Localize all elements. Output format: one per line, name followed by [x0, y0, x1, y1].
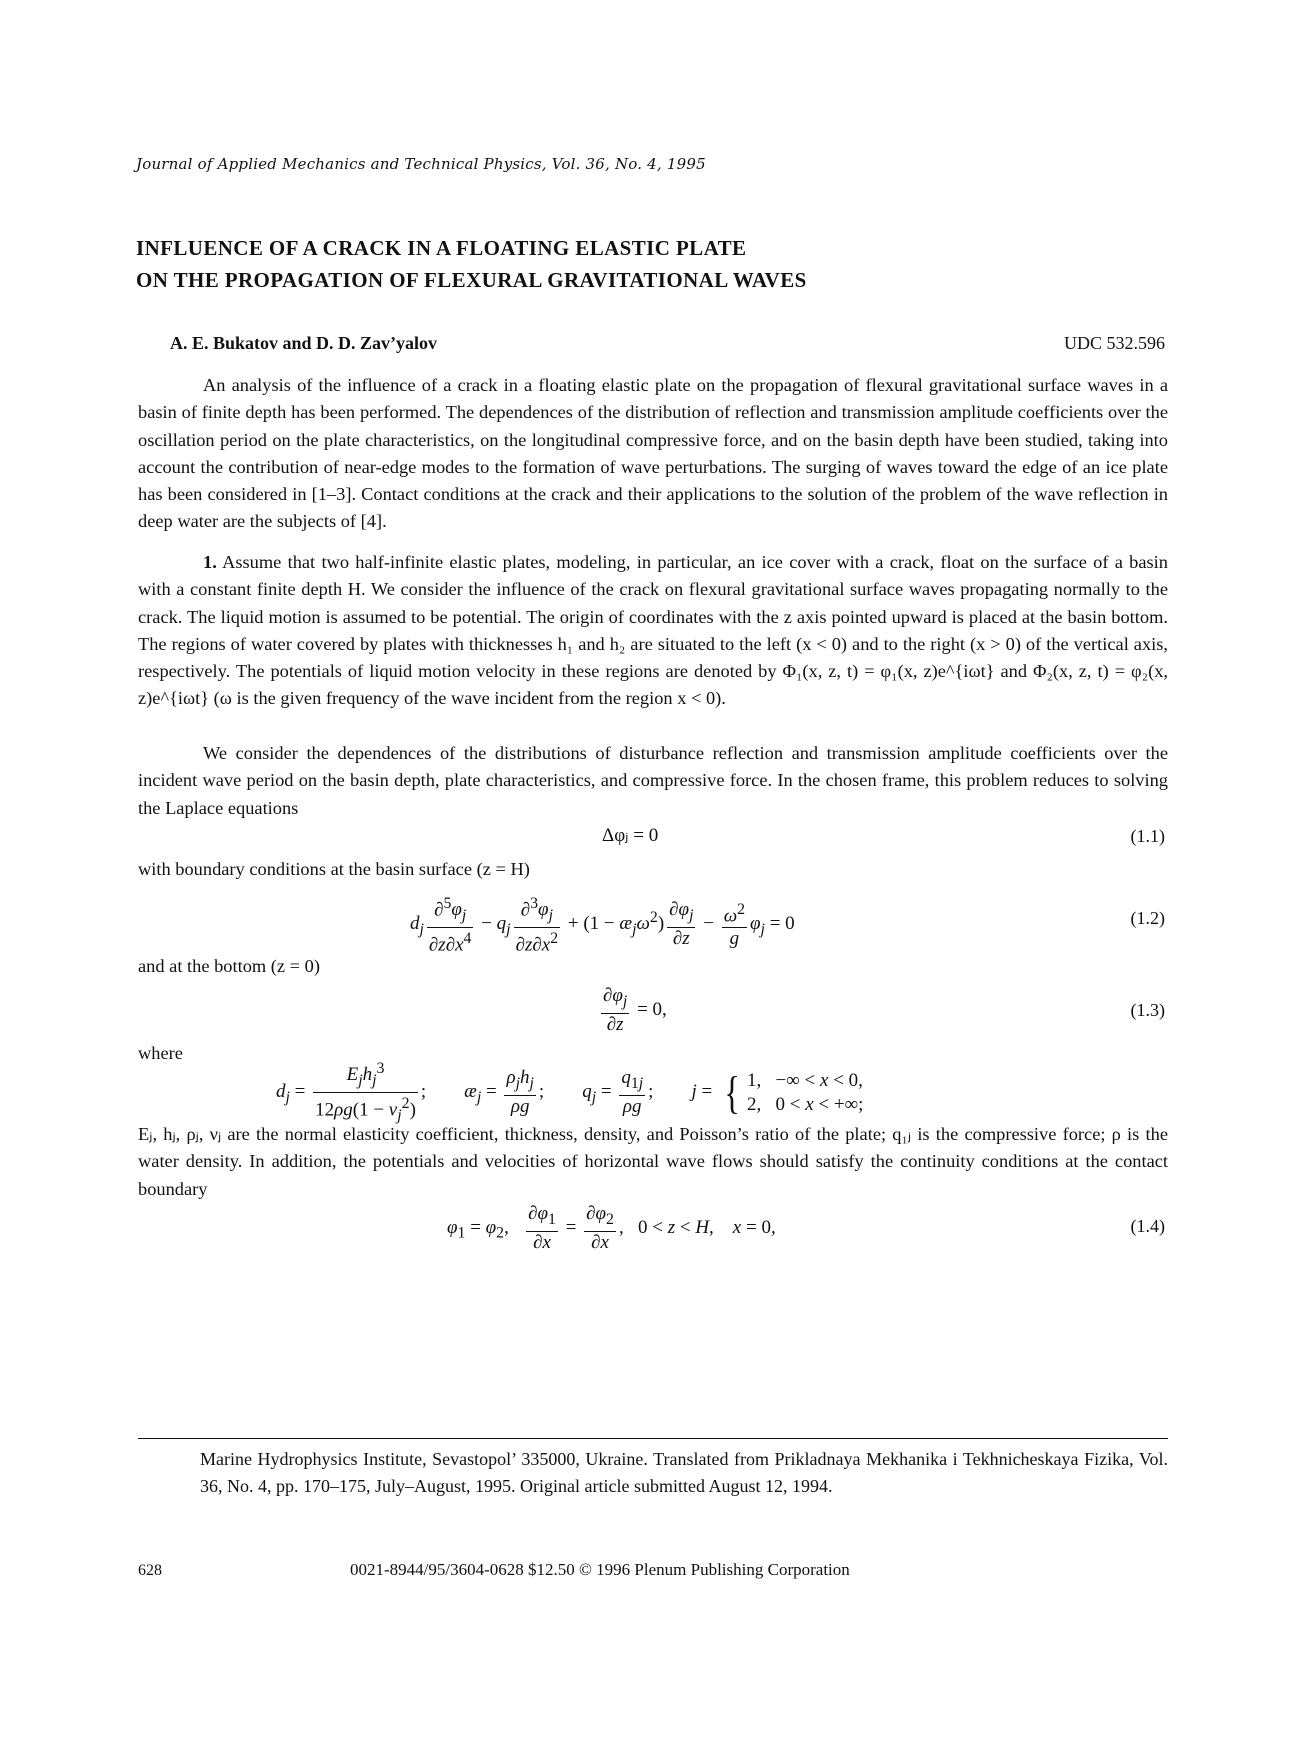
- text-boundary-surface: with boundary conditions at the basin surface (z = H): [138, 859, 530, 879]
- authors: A. E. Bukatov and D. D. Zav’yalov: [170, 333, 438, 353]
- page-number: 628: [138, 1562, 162, 1579]
- equation-number-1-3: (1.3): [1130, 1000, 1165, 1020]
- abstract-paragraph: An analysis of the influence of a crack in a floating elastic plate on the propagation of flexural gravitational surface waves in a basin of finite depth has been performed. The dependences of the distribution of reflection and transmission amplitude coefficients over the oscillation period on the plate characteristics, on the longitudinal compressive force, and on the basin depth have been studied, taking into account the contribution of near-edge modes to the formation of wave perturbations. The surging of waves toward the edge of an ice plate has been considered in [1–3]. Contact conditions at the crack and their applications to the solution of the problem of the wave reflection in deep water are the subjects of [4].: [138, 375, 1168, 532]
- equation-1-2: $d_j$ $\frac{\partial^5\varphi_j}{\partial z\partial x^4}$ − $q_j$ $\frac{\partial^3\varphi_j}{\partial z\partial x^2}$ + $(1 - æ_j\omega^2)$ $\frac{\partial\varphi_j}{\partial z}$ − $\frac{\omega^2}{g}$ $\varphi_j = 0$: [410, 895, 795, 956]
- paragraph-definitions: Eⱼ, hⱼ, ρⱼ, νⱼ are the normal elasticity coefficient, thickness, density, and Poisson’s ratio of the plate; q₁ⱼ is the compressive force; ρ is the water density. In addition, the potentials and velocities of horizontal wave flows should satisfy the continuity conditions at the contact boundary: [138, 1124, 1168, 1199]
- title-line-1: INFLUENCE OF A CRACK IN A FLOATING ELASTIC PLATE: [136, 236, 747, 260]
- equation-definitions: $d_j$ = $\frac{E_jh_j^3}{12\rho g(1 - \nu_j^2)}$ ; $æ_j$ = $\frac{\rho_jh_j}{\rho g}$ ; $q_j$ = $\frac{q_{1j}}{\rho g}$ ; j = { 1, −∞ < x < 0, 2, 0 < x < +∞;: [276, 1060, 864, 1125]
- title-line-2: ON THE PROPAGATION OF FLEXURAL GRAVITATIONAL WAVES: [136, 268, 807, 292]
- section-number: 1.: [203, 552, 217, 572]
- section-1-paragraph: [138, 549, 1168, 713]
- equation-number-1-2: (1.2): [1130, 908, 1165, 928]
- equation-number-1-1: (1.1): [1130, 826, 1165, 846]
- section-1-text: Assume that two half-infinite elastic plates, modeling, in particular, an ice cover with a crack, float on the surface of a basin with a constant finite depth H. We consider the influence of the crack on flexural gravitational surface waves propagating normally to the crack. The liquid motion is assumed to be potential. The origin of coordinates with the z axis pointed upward is placed at the basin bottom. The regions of water covered by plates with thicknesses h₁ and h₂ are situated to the left (x < 0) and to the right (x > 0) of the vertical axis, respectively. The potentials of liquid motion velocity in these regions are denoted by Φ₁(x, z, t) = φ₁(x, z)e^{iωt} and Φ₂(x, z, t) = φ₂(x, z)e^{iωt} (ω is the given frequency of the wave incident from the region x < 0).: [138, 552, 1168, 709]
- paragraph-laplace: We consider the dependences of the distributions of disturbance reflection and transmission amplitude coefficients over the incident wave period on the basin depth, plate characteristics, and compressive force. In the chosen frame, this problem reduces to solving the Laplace equations: [138, 743, 1168, 818]
- text-boundary-bottom: and at the bottom (z = 0): [138, 956, 320, 976]
- copyright-line: 0021-8944/95/3604-0628 $12.50 © 1996 Plenum Publishing Corporation: [350, 1560, 850, 1579]
- equation-1-4: $\varphi_1 = \varphi_2$, $\frac{\partial\varphi_1}{\partial x}$ = $\frac{\partial\varphi_2}{\partial x}$ , 0 < z < H, x = 0,: [447, 1203, 776, 1253]
- text-where: where: [138, 1043, 183, 1063]
- equation-1-3: $\frac{\partial\varphi_j}{\partial z}$ = 0,: [603, 985, 667, 1035]
- article-title: [136, 232, 807, 296]
- footnote-affiliation: Marine Hydrophysics Institute, Sevastopol’ 335000, Ukraine. Translated from Prikladnaya Mekhanika i Tekhnicheskaya Fizika, Vol. 36, No. 4, pp. 170–175, July–August, 1995. Original article submitted August 12, 1994.: [200, 1449, 1168, 1496]
- journal-header: Journal of Applied Mechanics and Technical Physics, Vol. 36, No. 4, 1995: [136, 155, 706, 173]
- udc-code: UDC 532.596: [1063, 333, 1165, 353]
- footnote-divider: [138, 1438, 1168, 1439]
- equation-1-1: Δφⱼ = 0: [602, 825, 659, 846]
- equation-number-1-4: (1.4): [1130, 1216, 1165, 1236]
